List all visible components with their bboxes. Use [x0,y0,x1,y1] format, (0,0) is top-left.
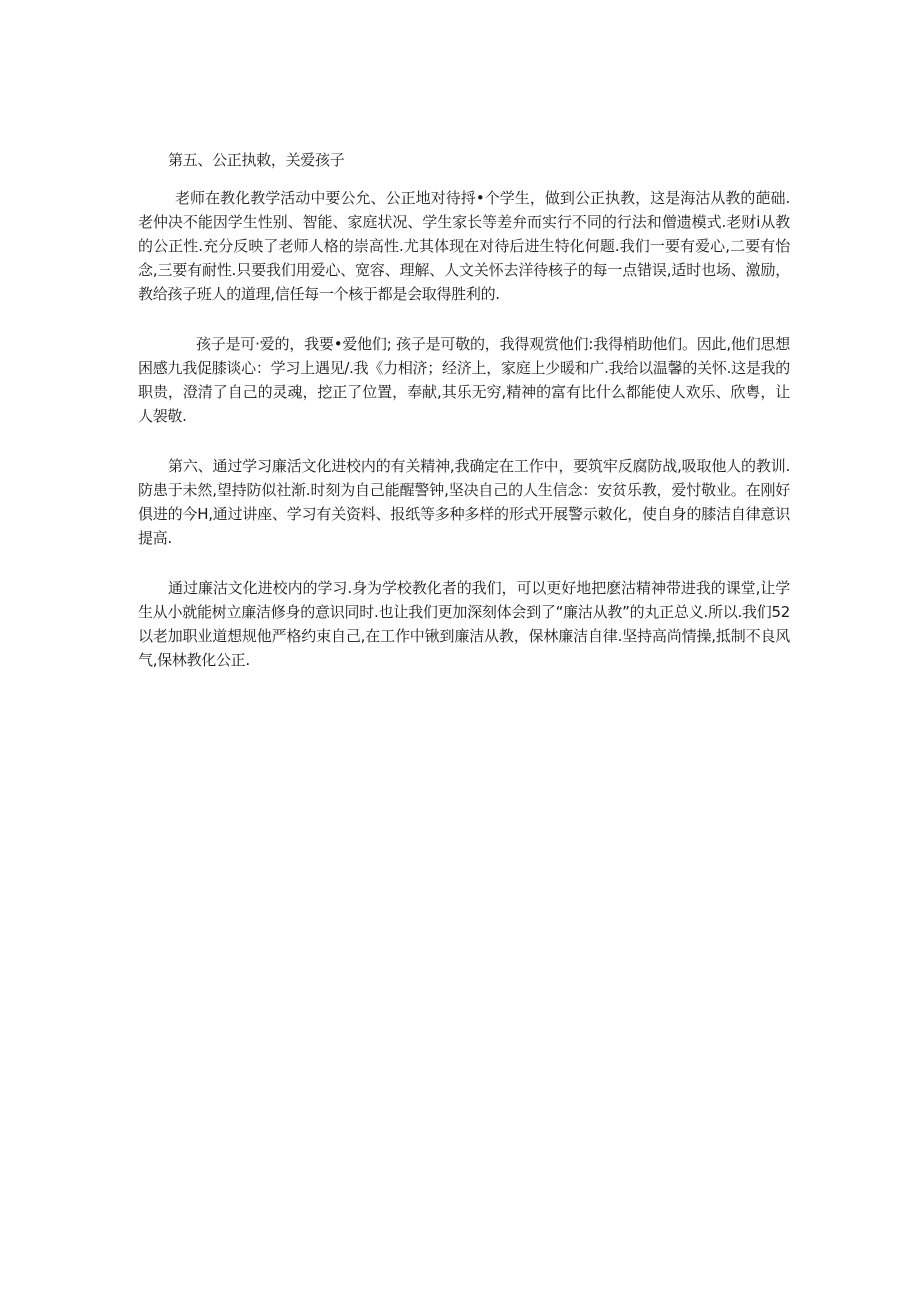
document-page [138,148,790,672]
paragraph-conclusion: 通过廉沽文化进校内的学习.身为学校教化者的我们，可以更好地把麽沽精神带进我的课堂,让学生从小就能树立廉洁修身的意识同时.也让我们更加深刻体会到了“廉沽从教”的丸正总义.所以.我们52以老加职业道想规他严格约束自己,在工作中锹到廉洁从教，保林廉洁自律.坚持高尚情操,抵制不良风气,保林教化公正. [138,579,790,669]
paragraph-children: 孩子是可·爱的，我要•爱他们; 孩子是可敬的，我得观赏他们:我得梢助他们。因此,他们思想困感九我促膝谈心：学习上遇见/.我《力相济；经济上，家庭上少暖和广.我给以温馨的关怀.这是我的职贵，澄清了自己的灵魂，挖正了位置，奉献,其乐无穷,精神的富有比什么都能使人欢乐、欣粤，让人袈敬. [138,335,790,425]
paragraph-section-six: 第六、通过学习廉活文化进校内的有关精神,我确定在工作中，要筑牢反腐防战,吸取他人的教训.防患于未然,望持防似社渐.时刻为自己能醒警钟,坚决自己的人生信念：安贫乐教，爱忖敬业。在刚好俱进的今H,通过讲座、学习有关资料、报纸等多种多样的形式开展警示敕化，使自身的膝洁自律意识提高. [138,457,790,547]
section-heading: 第五、公正执敕，关爱孩子 [168,151,345,169]
paragraph-fairness: 老师在教化教学活动中要公允、公正地对待捋•个学生，做到公正执教，这是海沽从教的葩础.老仲决不能因学生性别、智能、家庭状况、学生家长等差弁而实行不同的行法和僧遗模式.老财i从教的公正性.充分反映了老师人格的崇高性.尤其体现在对待后进生特化何题.我们一要有爱心,二要有怡念,三要有耐性.只要我们用爱心、宽容、理解、人文关怀去洋待核子的每一点错误,适时也场、激励，教给孩子班人的道理,信任每一个核于都是会取得胜利的. [138,189,790,303]
